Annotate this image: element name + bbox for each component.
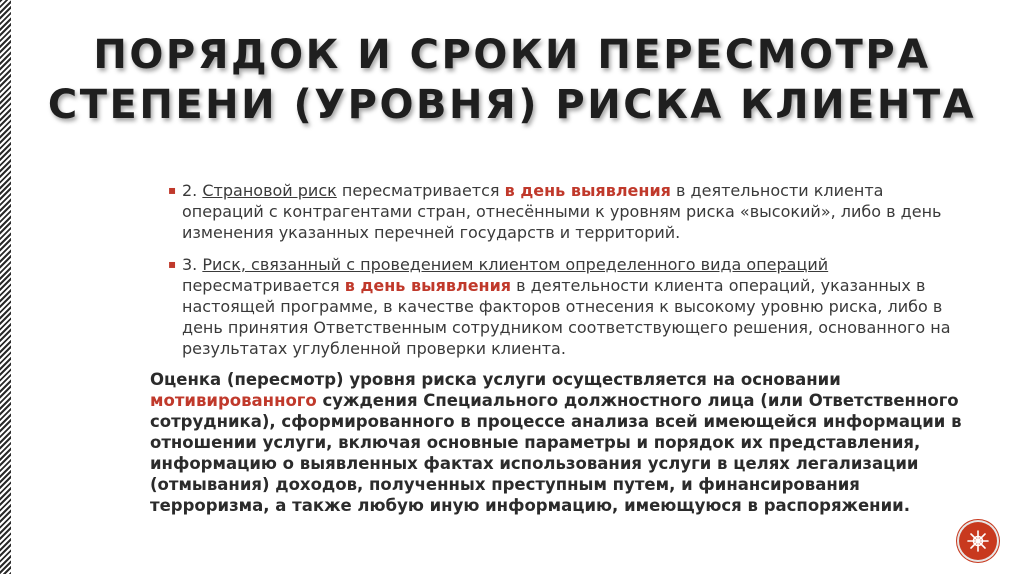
summary-paragraph xyxy=(150,369,970,516)
item-term: Риск, связанный с проведением клиентом определенного вида операций xyxy=(202,255,829,274)
list-item xyxy=(168,180,968,243)
bullet-marker: ▪ xyxy=(168,257,177,271)
bullet-marker: ▪ xyxy=(168,183,177,197)
item-highlight: в день выявления xyxy=(504,181,671,200)
nav-button[interactable] xyxy=(959,522,997,560)
item-number: 3. xyxy=(182,255,198,274)
item-text: пересматривается xyxy=(336,181,505,200)
title-line-1: ПОРЯДОК И СРОКИ ПЕРЕСМОТРА xyxy=(93,32,931,78)
item-text: в деятельности клиента операций, указанных в настоящей программе, в качестве факторов отнесения к высокому уровню риска, либо в день принятия Ответственным сотрудником соответствующего решения, основанного на результатах углубленной проверки клиента. xyxy=(182,276,951,358)
summary-highlight: мотивированного xyxy=(150,391,317,410)
bullet-list xyxy=(168,180,968,370)
page-title xyxy=(0,30,1024,130)
item-term: Страновой риск xyxy=(202,181,337,200)
summary-text: Оценка (пересмотр) уровня риска услуги осуществляется на основании xyxy=(150,370,841,389)
summary-text: суждения Специального должностного лица (или Ответственного сотрудника), сформированного в процессе анализа всей имеющейся информации в отношении услуги, включая основные параметры и порядок их представления, информацию о выявленных фактах использования услуги в целях легализации (отмывания) доходов, полученных преступным путем, и финансирования терроризма, а также любую иную информацию, имеющуюся в распоряжении. xyxy=(150,391,962,515)
item-text: пересматривается xyxy=(182,276,345,295)
list-item xyxy=(168,254,968,359)
item-highlight: в день выявления xyxy=(344,276,512,295)
title-line-2: СТЕПЕНИ (УРОВНЯ) РИСКА КЛИЕНТА xyxy=(47,82,977,128)
logo-icon xyxy=(965,528,991,554)
item-text: в деятельности клиента операций с контрагентами стран, отнесёнными к уровням риска «высокий», либо в день изменения указанных перечней государств и территорий. xyxy=(182,181,942,242)
item-number: 2. xyxy=(182,181,198,200)
